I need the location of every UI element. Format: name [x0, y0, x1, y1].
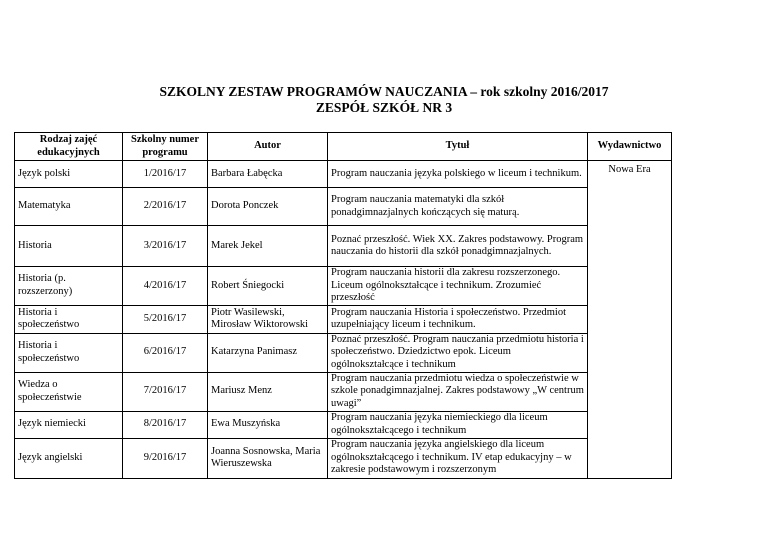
- document-title: SZKOLNY ZESTAW PROGRAMÓW NAUCZANIA – rok szkolny 2016/2017: [159, 84, 609, 99]
- cell-author: Katarzyna Panimasz: [208, 333, 328, 372]
- cell-title: Poznać przeszłość. Wiek XX. Zakres podstawowy. Program nauczania do historii dla szkół ponadgimnazjalnych.: [328, 226, 588, 267]
- table-row: [15, 226, 672, 267]
- cell-subject: Historia (p. rozszerzony): [15, 267, 123, 306]
- cell-author: Marek Jekel: [208, 226, 328, 267]
- cell-number: 6/2016/17: [123, 333, 208, 372]
- cell-title: Program nauczania języka angielskiego dla liceum ogólnokształcącego i technikum. IV etap edukacyjny – w zakresie podstawowym i rozszerzonym: [328, 438, 588, 478]
- cell-number: 9/2016/17: [123, 438, 208, 478]
- cell-title: Program nauczania przedmiotu wiedza o społeczeństwie w szkole ponadgimnazjalnej. Zakres podstawowy „W centrum uwagi”: [328, 372, 588, 411]
- cell-publisher: Nowa Era: [588, 161, 672, 479]
- cell-title: Program nauczania języka polskiego w liceum i technikum.: [328, 161, 588, 188]
- table-row: [15, 267, 672, 306]
- cell-subject: Język niemiecki: [15, 411, 123, 438]
- table-row: [15, 333, 672, 372]
- cell-title: Program nauczania Historia i społeczeństwo. Przedmiot uzupełniający liceum i technikum.: [328, 305, 588, 333]
- table-row: [15, 305, 672, 333]
- cell-author: Piotr Wasilewski, Mirosław Wiktorowski: [208, 305, 328, 333]
- header-author: Autor: [208, 133, 328, 161]
- cell-number: 7/2016/17: [123, 372, 208, 411]
- cell-subject: Historia i społeczeństwo: [15, 305, 123, 333]
- cell-number: 2/2016/17: [123, 188, 208, 226]
- header-number: Szkolny numer programu: [123, 133, 208, 161]
- cell-subject: Język angielski: [15, 438, 123, 478]
- cell-author: Barbara Łabęcka: [208, 161, 328, 188]
- table-row: [15, 188, 672, 226]
- table-row: [15, 161, 672, 188]
- table-row: [15, 411, 672, 438]
- cell-author: Mariusz Menz: [208, 372, 328, 411]
- document-subtitle: ZESPÓŁ SZKÓŁ NR 3: [315, 100, 453, 115]
- cell-subject: Wiedza o społeczeństwie: [15, 372, 123, 411]
- programs-table: [14, 132, 672, 479]
- cell-subject: Historia: [15, 226, 123, 267]
- cell-number: 8/2016/17: [123, 411, 208, 438]
- header-publisher: Wydawnictwo: [588, 133, 672, 161]
- cell-number: 5/2016/17: [123, 305, 208, 333]
- cell-number: 1/2016/17: [123, 161, 208, 188]
- cell-subject: Historia i społeczeństwo: [15, 333, 123, 372]
- cell-number: 4/2016/17: [123, 267, 208, 306]
- cell-title: Program nauczania matematyki dla szkół ponadgimnazjalnych kończących się maturą.: [328, 188, 588, 226]
- cell-title: Poznać przeszłość. Program nauczania przedmiotu historia i społeczeństwo. Dziedzictwo epok. Liceum ogólnokształcące i technikum: [328, 333, 588, 372]
- table-row: [15, 372, 672, 411]
- table-row: [15, 438, 672, 478]
- header-subject: Rodzaj zajęć edukacyjnych: [15, 133, 123, 161]
- cell-author: Ewa Muszyńska: [208, 411, 328, 438]
- cell-subject: Matematyka: [15, 188, 123, 226]
- header-title: Tytuł: [328, 133, 588, 161]
- cell-subject: Język polski: [15, 161, 123, 188]
- cell-author: Dorota Ponczek: [208, 188, 328, 226]
- cell-title: Program nauczania historii dla zakresu rozszerzonego. Liceum ogólnokształcące i technikum. Zrozumieć przeszłość: [328, 267, 588, 306]
- cell-author: Joanna Sosnowska, Maria Wieruszewska: [208, 438, 328, 478]
- cell-number: 3/2016/17: [123, 226, 208, 267]
- cell-title: Program nauczania języka niemieckiego dla liceum ogólnokształcącego i technikum: [328, 411, 588, 438]
- cell-author: Robert Śniegocki: [208, 267, 328, 306]
